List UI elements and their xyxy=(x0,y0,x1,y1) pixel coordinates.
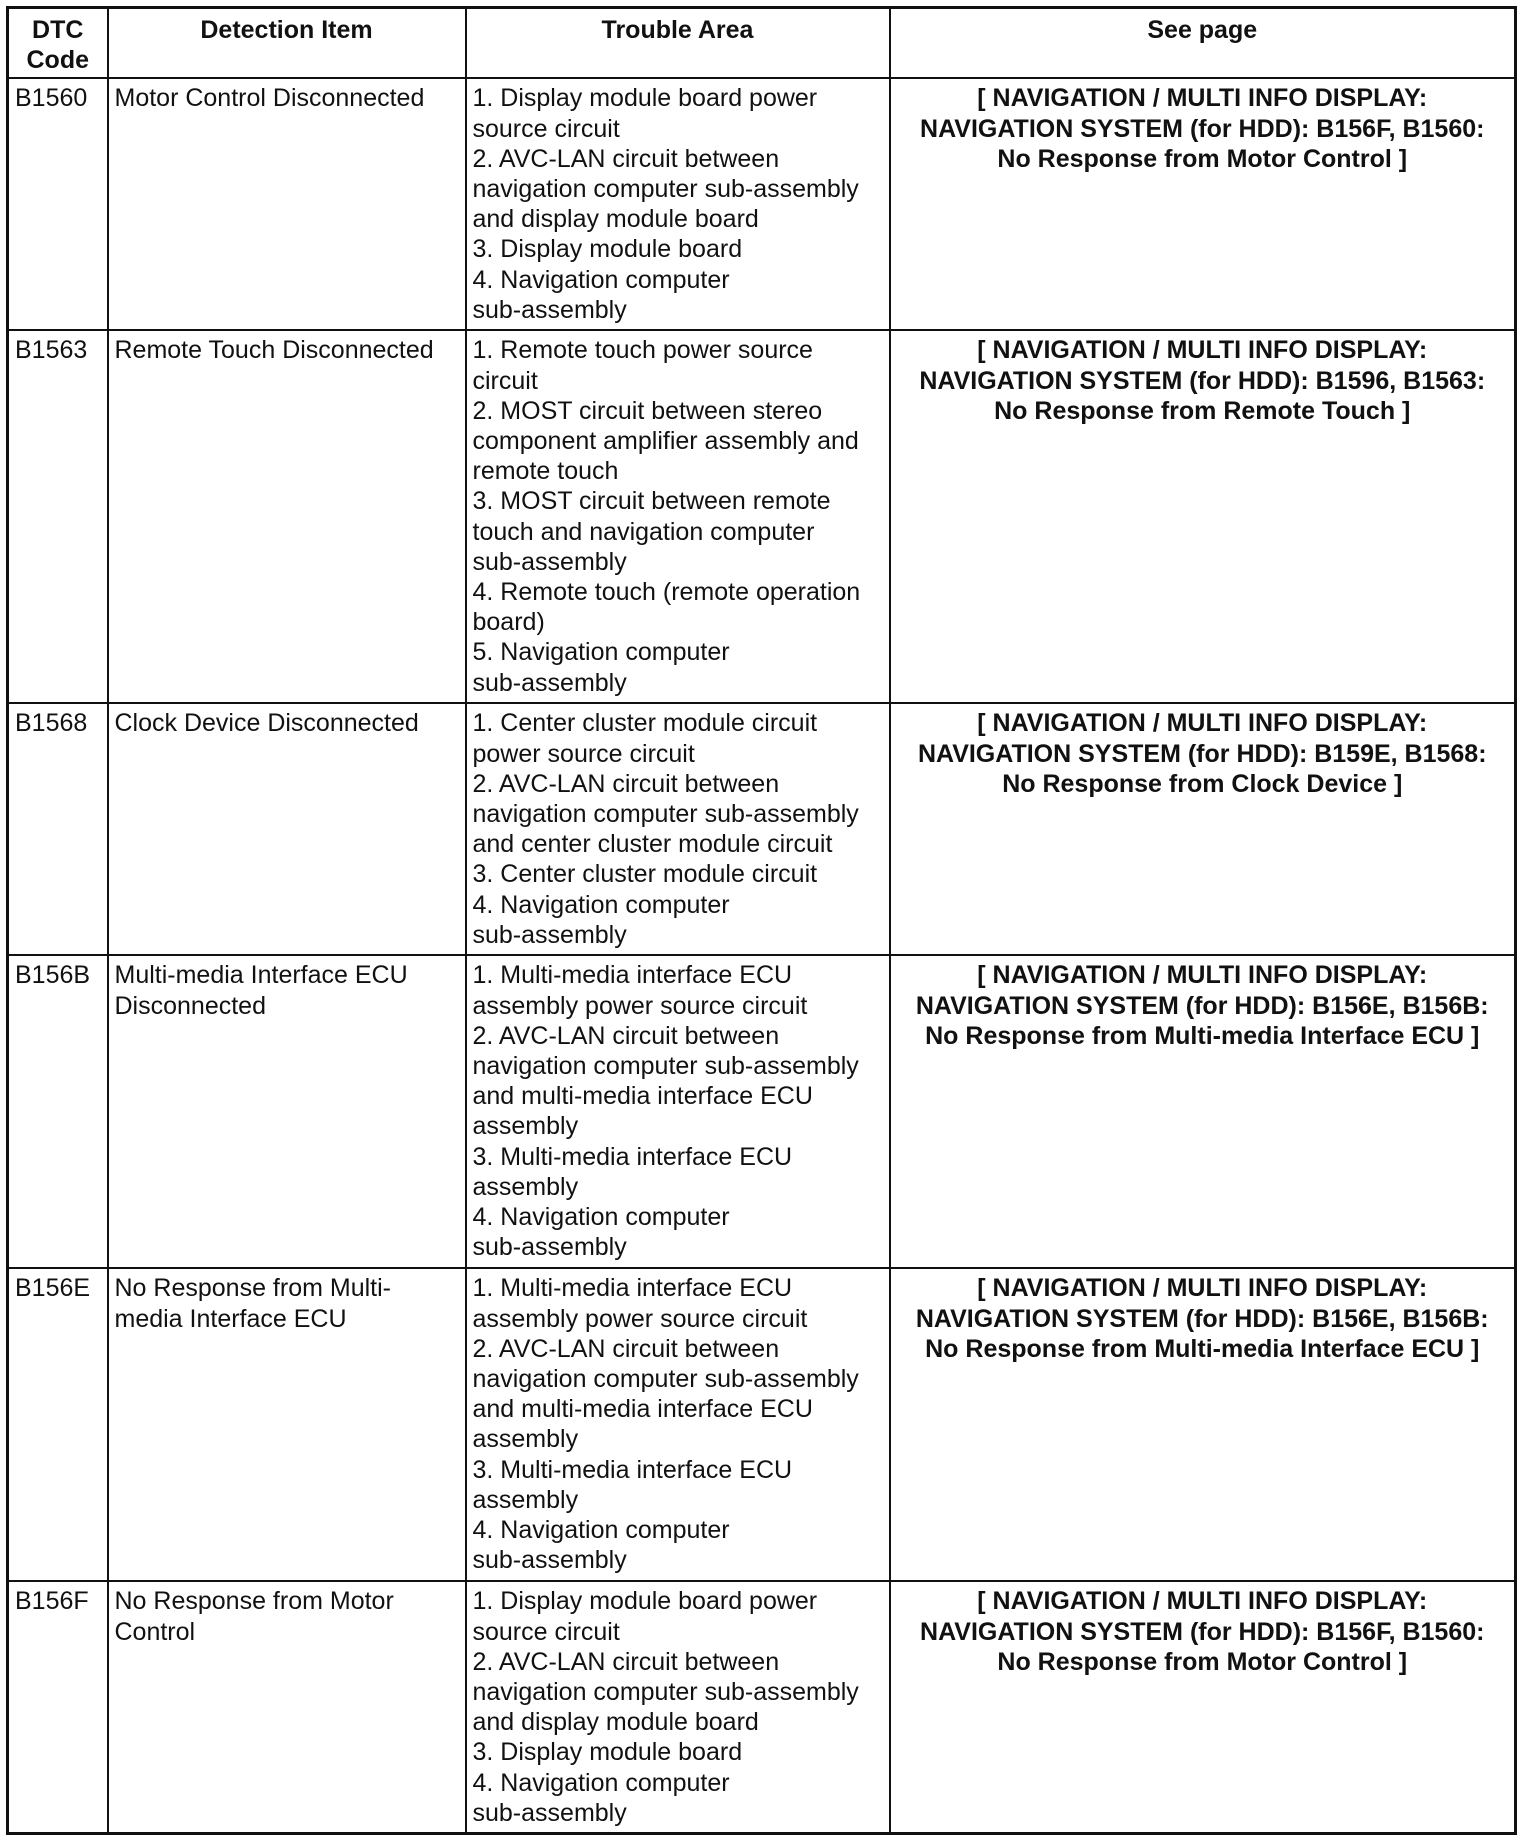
see-page-cell xyxy=(890,330,1516,703)
trouble-area-line: board) xyxy=(472,608,545,637)
trouble-area-line: and multi-media interface ECU xyxy=(472,1395,813,1424)
trouble-area-line: 1. Multi-media interface ECU xyxy=(472,961,793,990)
trouble-area-line: 3. Multi-media interface ECU xyxy=(472,1455,793,1484)
header-dtc-code-line: DTC xyxy=(32,16,84,44)
trouble-area-cell xyxy=(466,1581,890,1833)
dtc-table xyxy=(6,6,1517,1835)
trouble-area-line: 5. Navigation computer xyxy=(472,638,730,667)
trouble-area-line: assembly xyxy=(472,1172,579,1201)
trouble-area-cell xyxy=(466,703,890,955)
trouble-area-line: sub-assembly xyxy=(472,295,627,324)
trouble-area-line: and display module board xyxy=(472,205,759,234)
see-page-reference-line: No Response from Multi-media Interface ECU ] xyxy=(925,1334,1480,1363)
dtc-code-cell: B1560 xyxy=(8,78,108,330)
trouble-area-line: 2. AVC-LAN circuit between xyxy=(472,1334,780,1363)
see-page-reference-line: NAVIGATION SYSTEM (for HDD): B156F, B1560: xyxy=(920,1617,1485,1646)
header-detection-item: Detection Item xyxy=(108,8,466,79)
trouble-area-line: 4. Navigation computer xyxy=(472,1768,730,1797)
trouble-area-line: remote touch xyxy=(472,457,619,486)
trouble-area-line: 1. Display module board power xyxy=(472,84,818,113)
see-page-reference-line: NAVIGATION SYSTEM (for HDD): B156E, B156B: xyxy=(915,1304,1489,1333)
trouble-area-line: assembly xyxy=(472,1425,579,1454)
trouble-area-line: navigation computer sub-assembly xyxy=(472,175,859,204)
see-page-cell xyxy=(890,1268,1516,1581)
trouble-area-line: source circuit xyxy=(472,1617,620,1646)
see-page-cell xyxy=(890,703,1516,955)
trouble-area-line: 3. Display module board xyxy=(472,1738,743,1767)
trouble-area-line: 3. MOST circuit between remote xyxy=(472,487,831,516)
trouble-area-line: assembly xyxy=(472,1485,579,1514)
dtc-code-cell: B1563 xyxy=(8,330,108,703)
detection-item-cell: Motor Control Disconnected xyxy=(108,78,466,330)
detection-item-cell: Multi-media Interface ECU Disconnected xyxy=(108,955,466,1268)
header-dtc-code-line: Code xyxy=(26,46,89,75)
see-page-reference-line: NAVIGATION SYSTEM (for HDD): B156E, B156B: xyxy=(915,991,1489,1020)
trouble-area-line: sub-assembly xyxy=(472,1546,627,1575)
see-page-reference-line: No Response from Motor Control ] xyxy=(997,1647,1408,1676)
dtc-code-cell: B156E xyxy=(8,1268,108,1581)
dtc-code-cell: B1568 xyxy=(8,703,108,955)
see-page-cell xyxy=(890,955,1516,1268)
trouble-area-line: 4. Navigation computer xyxy=(472,890,730,919)
table-row xyxy=(8,1581,1516,1833)
trouble-area-line: source circuit xyxy=(472,114,620,143)
header-trouble-area: Trouble Area xyxy=(466,8,890,79)
trouble-area-line: 4. Remote touch (remote operation xyxy=(472,578,861,607)
trouble-area-line: navigation computer sub-assembly xyxy=(472,1052,859,1081)
detection-item-cell: Clock Device Disconnected xyxy=(108,703,466,955)
trouble-area-line: sub-assembly xyxy=(472,547,627,576)
trouble-area-line: 1. Remote touch power source xyxy=(472,336,813,365)
see-page-cell xyxy=(890,78,1516,330)
see-page-reference-line: No Response from Remote Touch ] xyxy=(994,396,1411,425)
table-row xyxy=(8,703,1516,955)
header-dtc-code xyxy=(8,8,108,79)
see-page-cell xyxy=(890,1581,1516,1833)
see-page-reference-line: [ NAVIGATION / MULTI INFO DISPLAY: xyxy=(977,1587,1428,1616)
detection-item-cell: Remote Touch Disconnected xyxy=(108,330,466,703)
see-page-reference-line: NAVIGATION SYSTEM (for HDD): B156F, B1560: xyxy=(920,114,1485,143)
table-row xyxy=(8,955,1516,1268)
trouble-area-cell xyxy=(466,955,890,1268)
trouble-area-line: 2. AVC-LAN circuit between xyxy=(472,1021,780,1050)
see-page-reference-line: [ NAVIGATION / MULTI INFO DISPLAY: xyxy=(977,961,1428,990)
trouble-area-line: assembly power source circuit xyxy=(472,1304,808,1333)
see-page-reference-line: No Response from Motor Control ] xyxy=(997,144,1408,173)
trouble-area-line: navigation computer sub-assembly xyxy=(472,1678,859,1707)
trouble-area-line: assembly xyxy=(472,1112,579,1141)
table-header-row xyxy=(8,8,1516,79)
table-row xyxy=(8,330,1516,703)
trouble-area-line: 1. Display module board power xyxy=(472,1587,818,1616)
trouble-area-line: 2. AVC-LAN circuit between xyxy=(472,769,780,798)
trouble-area-cell xyxy=(466,78,890,330)
trouble-area-line: 3. Multi-media interface ECU xyxy=(472,1142,793,1171)
trouble-area-line: circuit xyxy=(472,366,538,395)
trouble-area-cell xyxy=(466,330,890,703)
trouble-area-line: 3. Center cluster module circuit xyxy=(472,860,818,889)
see-page-reference-line: [ NAVIGATION / MULTI INFO DISPLAY: xyxy=(977,84,1428,113)
header-see-page: See page xyxy=(890,8,1516,79)
trouble-area-line: power source circuit xyxy=(472,739,695,768)
table-body xyxy=(8,78,1516,1833)
see-page-reference-line: No Response from Clock Device ] xyxy=(1002,769,1403,798)
trouble-area-line: navigation computer sub-assembly xyxy=(472,800,859,829)
trouble-area-line: 3. Display module board xyxy=(472,235,743,264)
trouble-area-line: 2. AVC-LAN circuit between xyxy=(472,1647,780,1676)
trouble-area-line: 2. MOST circuit between stereo xyxy=(472,396,823,425)
see-page-reference-line: [ NAVIGATION / MULTI INFO DISPLAY: xyxy=(977,709,1428,738)
see-page-reference-line: [ NAVIGATION / MULTI INFO DISPLAY: xyxy=(977,336,1428,365)
trouble-area-line: 4. Navigation computer xyxy=(472,265,730,294)
table-row xyxy=(8,78,1516,330)
trouble-area-line: 4. Navigation computer xyxy=(472,1516,730,1545)
dtc-code-cell: B156B xyxy=(8,955,108,1268)
trouble-area-line: sub-assembly xyxy=(472,1233,627,1262)
table-row xyxy=(8,1268,1516,1581)
trouble-area-line: sub-assembly xyxy=(472,668,627,697)
trouble-area-line: assembly power source circuit xyxy=(472,991,808,1020)
trouble-area-line: touch and navigation computer xyxy=(472,517,815,546)
trouble-area-line: and multi-media interface ECU xyxy=(472,1082,813,1111)
trouble-area-cell xyxy=(466,1268,890,1581)
trouble-area-line: 1. Multi-media interface ECU xyxy=(472,1274,793,1303)
trouble-area-line: 2. AVC-LAN circuit between xyxy=(472,144,780,173)
see-page-reference-line: [ NAVIGATION / MULTI INFO DISPLAY: xyxy=(977,1274,1428,1303)
detection-item-cell: No Response from Motor Control xyxy=(108,1581,466,1833)
trouble-area-line: 4. Navigation computer xyxy=(472,1203,730,1232)
see-page-reference-line: NAVIGATION SYSTEM (for HDD): B1596, B1563: xyxy=(919,366,1486,395)
trouble-area-line: navigation computer sub-assembly xyxy=(472,1365,859,1394)
trouble-area-line: and display module board xyxy=(472,1708,759,1737)
trouble-area-line: 1. Center cluster module circuit xyxy=(472,709,818,738)
trouble-area-line: and center cluster module circuit xyxy=(472,830,833,859)
trouble-area-line: sub-assembly xyxy=(472,920,627,949)
trouble-area-line: sub-assembly xyxy=(472,1798,627,1827)
detection-item-cell: No Response from Multi-media Interface ECU xyxy=(108,1268,466,1581)
trouble-area-line: component amplifier assembly and xyxy=(472,427,859,456)
see-page-reference-line: NAVIGATION SYSTEM (for HDD): B159E, B1568: xyxy=(917,739,1487,768)
see-page-reference-line: No Response from Multi-media Interface ECU ] xyxy=(925,1021,1480,1050)
dtc-code-cell: B156F xyxy=(8,1581,108,1833)
